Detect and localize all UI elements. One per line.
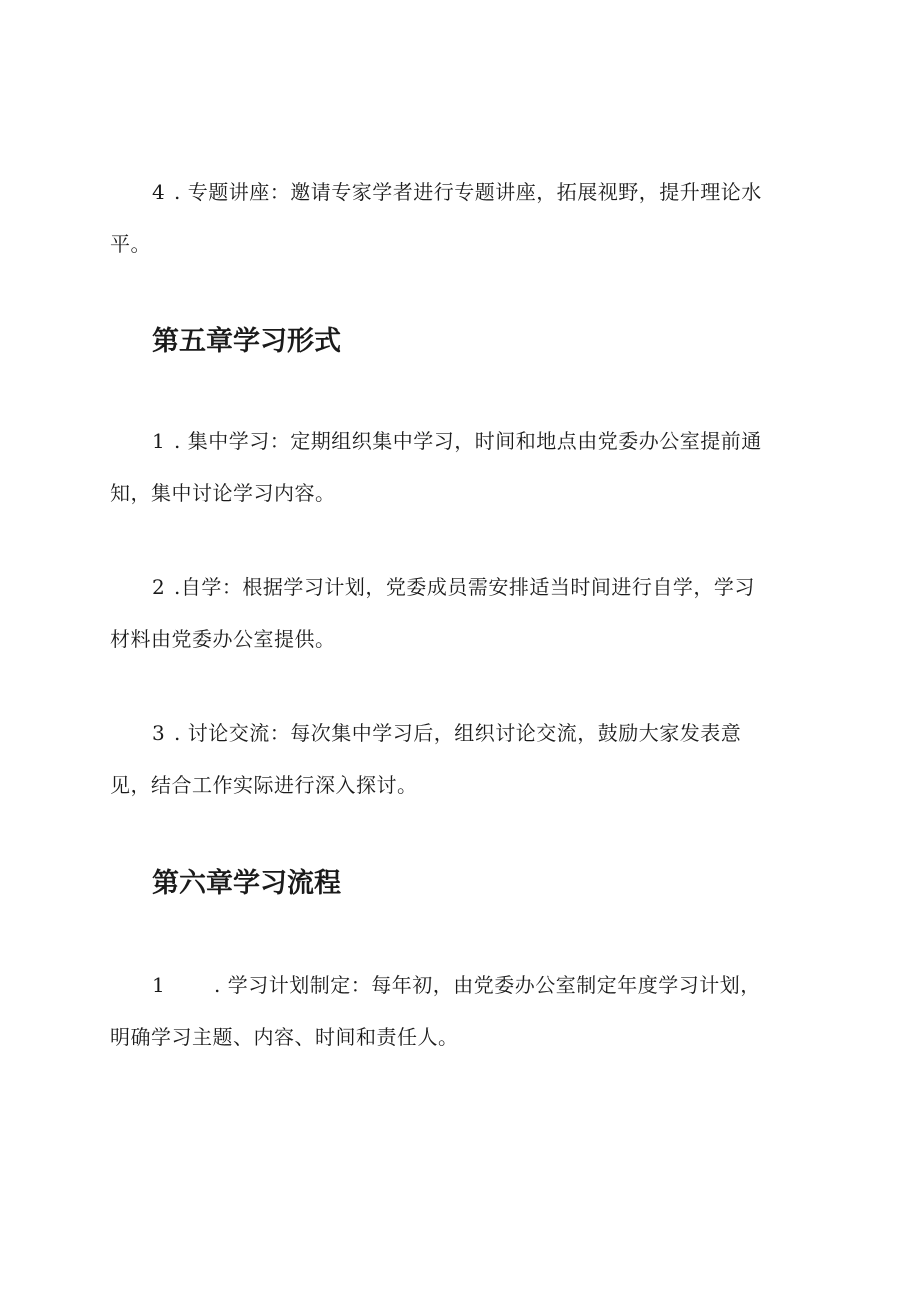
paragraph-chapter5-item-2	[110, 561, 800, 665]
paragraph-first-line	[110, 166, 800, 218]
item-number: 3	[152, 721, 166, 745]
item-number: 2	[152, 575, 166, 599]
paragraph-continuation: 明确学习主题、内容、时间和责任人。	[110, 1025, 459, 1049]
paragraph-first-line	[110, 959, 800, 1011]
item-number: 4	[152, 180, 166, 204]
chapter-6-heading: 第六章学习流程	[152, 868, 341, 899]
item-number: 1	[152, 429, 166, 453]
item-text: . 集中学习：定期组织集中学习，时间和地点由党委办公室提前通	[174, 429, 762, 453]
paragraph-continuation: 材料由党委办公室提供。	[110, 627, 336, 651]
paragraph-chapter6-item-1	[110, 959, 800, 1063]
chapter-5-heading: 第五章学习形式	[152, 326, 341, 357]
item-text: . 学习计划制定：每年初，由党委办公室制定年度学习计划，	[214, 973, 761, 997]
item-text: .自学：根据学习计划，党委成员需安排适当时间进行自学，学习	[174, 575, 755, 599]
paragraph-continuation: 见，结合工作实际进行深入探讨。	[110, 773, 418, 797]
paragraph-item-4	[110, 166, 800, 270]
paragraph-first-line	[110, 707, 800, 759]
paragraph-continuation: 平。	[110, 232, 151, 256]
paragraph-first-line	[110, 415, 800, 467]
item-text: . 专题讲座：邀请专家学者进行专题讲座，拓展视野，提升理论水	[174, 180, 762, 204]
paragraph-continuation: 知，集中讨论学习内容。	[110, 481, 336, 505]
item-text: . 讨论交流：每次集中学习后，组织讨论交流，鼓励大家发表意	[174, 721, 742, 745]
paragraph-chapter5-item-1	[110, 415, 800, 519]
paragraph-chapter5-item-3	[110, 707, 800, 811]
paragraph-first-line	[110, 561, 800, 613]
item-number: 1	[152, 973, 166, 997]
